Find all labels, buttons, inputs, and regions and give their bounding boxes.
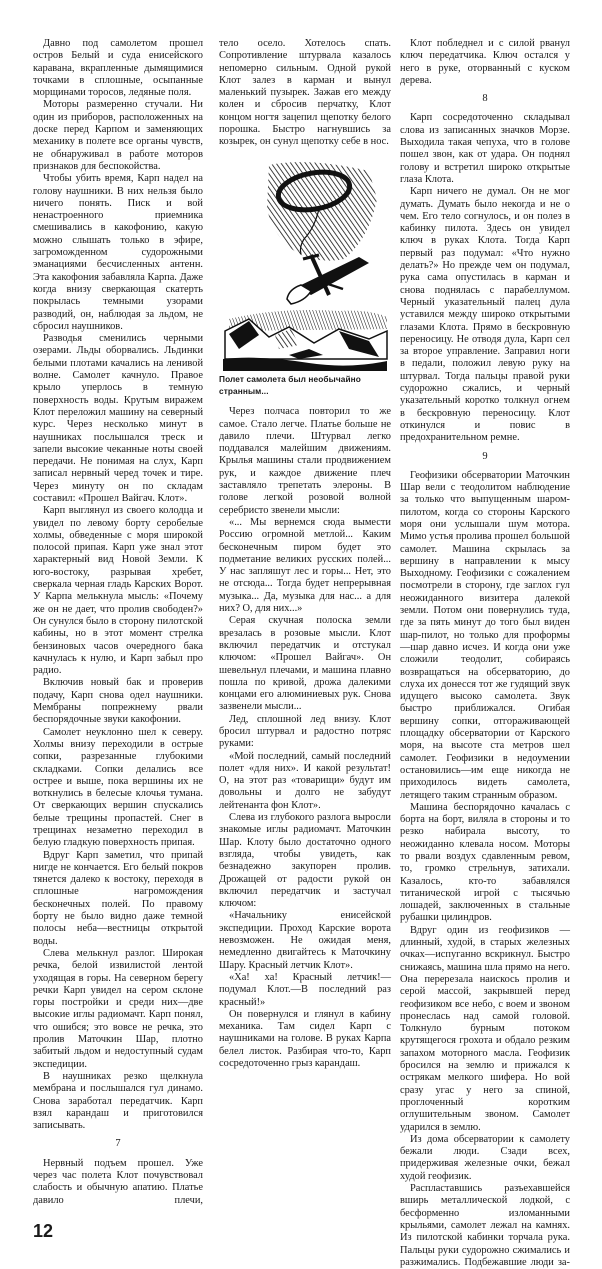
paragraph: «... Мы вернемся сюда вымести Россию огромной метлой... Каким бесконечным пиром будет это подметание великих русских полей... У нас запляшут лес и горы... Нет, это не отсюда... Тогда будет непрерывная музыка... Да, музыка для нас... а для них? О, для них...» (219, 516, 391, 615)
paragraph: «Мой последний, самый последний полет «для них». И какой результат! О, на этот раз «товарищи» будут им довольны и долго не забудут лейтенанта фон Клот». (219, 750, 391, 811)
paragraph: Давно под самолетом прошел остров Белый и суда енисейского каравана, вкрапленные дымящимися точками в сплошные, осыпанные морщинами торосов, ледяные поля. (33, 38, 203, 99)
paragraph: Из дома обсерватории к самолету бежали люди. Сзади всех, придерживая железные очки, бежал худой геофизик. (400, 1133, 570, 1182)
paragraph: Чтобы убить время, Карп надел на голову наушники. В них нельзя было ничего понять. Писк и вой ненастроенного приемника смешивались в какофонию, какую можно слышать только в эфире, загроможденном судорожными эманациями бесчисленных антенн. Эта какофония забавляла Карпа. Даже когда внизу сверкающая скатерть покрылась темными узорами разводий, он, наблюдая за льдом, не сбросил наушников. (33, 173, 203, 332)
text-column-1-body (33, 38, 203, 1207)
paragraph: Слева из глубокого разлога выросли знакомые иглы радиомачт. Маточкин Шар. Клоту было достаточно одного взгляда, чтобы увидеть, как безнадежно закупорен пролив. Дрожащей от радости рукой он включил передатчик и застучал ключом: (219, 812, 391, 910)
text-column-1 (33, 38, 203, 1241)
paragraph: Карп выглянул из своего колодца и увидел по левому борту серобелые холмы, обведенные с моря широкой полосой припая. Карп уже знал этот характерный вид Новой Земли. К юго-востоку, разрывая хребет, сверкала черная гладь Карских Ворот. У Карпа мелькнула мысль: «Почему же он не дает, что пролив свободен?» Он сунулся было в сторону пилотской кабины, но в этот момент стрелка бензиновых часов очередного бака качнулась к нулю, и Карп забыл про радио. (33, 505, 203, 677)
paragraph: «Ха! ха! Красный летчик!—подумал Клот.—В последний раз красный!» (219, 971, 391, 1008)
paragraph: Карп сосредоточенно складывал слова из записанных значков Морзе. Выходила такая чепуха, что в голове пошел звон, как от удара. Он поднял голову и встретил широко открытые глаза Клота. (400, 112, 570, 185)
illustration-caption: Полет самолета был необычайно странным... (219, 373, 361, 396)
paragraph: Нервный подъем прошел. Уже через час полета Клот почувствовал слабость и обычную апатию. Платье давило плечи, (33, 1157, 203, 1206)
mountains-drawing (223, 310, 387, 371)
section-number: 7 (115, 1138, 121, 1150)
paragraph: Самолет неуклонно шел к северу. Холмы внизу переходили в острые сопки, разрезанные глубокими складками. Сопки делались все острее и выше, пока вершины их не воткнулись в белесые клочья тумана. От сверкающих вершин спускались белые трещины пропастей. Снег в трещинах незаметно переходил в белую гладкую поверхность припая. (33, 726, 203, 849)
paragraph: Разводья сменились черными озерами. Льды оборвались. Льдинки белыми плотами качались на ленивой волне. Самолет качнуло. Правое крыло уперлось в темную поверхность воды. Крутым виражем Клот переложил машину на северный курс. Через несколько минут в наушниках послышался треск и запели высокие чеканные ноты своей передачи. Не понимая на слух, Карп записал нервный черед точек и тире. Через минуту он по складам составил: «Прошел Вайгач. Клот». (33, 333, 203, 504)
paragraph: тело осело. Хотелось спать. Сопротивление штурвала казалось непомерно сильным. Одной рукой Клот залез в карман и вынул маленький пузырек. Зажав его между колен и сбросив перчатку, Клот концом ногтя зацепил щепотку белого порошка. Быстро нагнувшись за козырек, он сунул щепотку себе в нос. (219, 38, 391, 148)
paragraph: Моторы размеренно стучали. Ни один из приборов, расположенных на доске перед Карпом и заменяющих механику в полете все органы чувств, не обнаруживал в работе моторов признаков для беспокойства. (33, 99, 203, 172)
paragraph: Вдруг Карп заметил, что припай нигде не кончается. Его белый покров тянется далеко к востоку, переходя в сплошные нагромождения бесконечных полей. По правому борту не было видно даже темной полосы неба—вестницы открытой воды. (33, 849, 203, 947)
plane-drawing (287, 255, 369, 304)
paragraph: Он повернулся и глянул в кабину механика. Там сидел Карп с наушниками на голове. В руках Карпа белел листок. Разбирая что-то, Карп сосредоточенно грыз карандаш. (219, 1008, 391, 1069)
section-number: 8 (482, 93, 488, 105)
page-number: 12 (33, 1220, 54, 1241)
paragraph: Слева мелькнул разлог. Широкая речка, белой извилистой лентой уходящая в горы. На северном берегу речки Карп увидел на сером склоне горы постройки и среди них—две высокие иглы радиомачт. Карп понял, что ошибся; это вовсе не речка, это пролив Маточкин Шар, плотно забитый льдом и недоступный судам экспедиции. (33, 947, 203, 1070)
paragraph: Машина беспорядочно качалась с борта на борт, виляла в стороны и то резко набирала высоту, то неожиданно клевала носом. Моторы то рвали воздух сдавленным ревом, то, громко стрельнув, затихали. Казалось, кто-то забавлялся титанической игрой с тысячью лошадей, заключенных в стальные рубашки цилиндров. (400, 801, 570, 924)
paragraph: «Начальнику енисейской экспедиции. Проход Карские ворота невозможен. Не ожидая меня, немедленно двигайтесь к Маточкину Шару. Красный летчик Клот». (219, 910, 391, 971)
paragraph: Серая скучная полоска земли врезалась в розовые мысли. Клот включил передатчик и отстукал ключом: «Прошел Вайгач». Он шевельнул плечами, и машина плавно пошла по кривой, дрожа далекими концами его алюминиевых рук. Снова зазвенели мысли... (219, 615, 391, 713)
sky-hatching (267, 162, 377, 261)
paragraph: Включив новый бак и проверив подачу, Карп снова одел наушники. Мембраны попрежнему рвали беспорядочные звуки какофонии. (33, 677, 203, 726)
paragraph: Через полчаса повторил то же самое. Стало легче. Платье больше не давило плечи. Штурвал легко поддавался малейшим движениям. Крылья машины стали продвижением рук, и каждое движение плеч заставляло трепетать элероны. В голове легкой розовой волной серебристо звенели мысли: (219, 406, 391, 516)
paragraph: Карп ничего не думал. Он не мог думать. Думать было некогда и не о чем. Его тело согнулось, и он полез в кабинку пилота. Здесь он увидел ключ в руках Клота. Тогда Карп первый раз подумал: «Что нужно делать?» Но прежде чем он подумал, рука сама опустилась в карман и снова поднялась с парабеллумом. Черный указательный палец дула уставился между широко открытыми глазами Клота. Прямо в бескровную переносицу. Не отводя дула, Карп сел за второе управление. Заправил ноги в педали, положил левую руку на штурвал. Тогда пальцы правой руки судорожно сжались, и черный указательный коротко толкнул огнем в бескровную переносицу. Клот откинулся и повис в предохранительном ремне. (400, 186, 570, 444)
paragraph: Вдруг один из геофизиков — длинный, худой, в старых железных очках—испуганно вскрикнул. Быстро снижаясь, машина шла прямо на него. Она перерезала наискось пролив и серой массой, закрывшей перед геофизиком все небо, с воем и звоном пронеслась над самой головой. Толкнуло бурным потоком крутящегося грохота и обдало резким запахом моторного масла. Геофизик бросился на землю и прижался к острякам мелкого шифера. Но вой сразу угас у него за спиной, проглоченный коротким оглушительным звоном. Самолет ударился в землю. (400, 924, 570, 1133)
text-column-2 (219, 38, 391, 1070)
paragraph: В наушниках резко щелкнула мембрана и послышался гул динамо. Снова заработал передатчик. Карп взял карандаш и приготовился записывать. (33, 1070, 203, 1132)
paragraph: Распластавшись разъехавшейся вширь металлической лодкой, с бесформенно изломанными крыльями, самолет лежал на камнях. Из пилотской кабинки торчала рука. Пальцы руки судорожно сжимались и разжимались. Подбежавшие люди за- (400, 1183, 570, 1268)
paragraph: Геофизики обсерватории Маточкин Шар вели с теодолитом наблюдение за только что выпущенным шаром-пилотом, когда со стороны Карского моря они услышали шум мотора. Мимо устья пролива прошел большой самолет. Машина скрылась за вершину в направлении к мысу Выходному. Геофизики с сожалением посмотрели в сторону, где заглох гул неожиданного визитера далекой земли. Потом они повернулись туда, где за пять минут до того был виден шар-пилот, но только для проформы—шар давно исчез. И когда они уже сложили теодолит, собираясь возвращаться на обсерваторию, до слуха их донесся тот же гудящий звук идущего высоко самолета. Звук быстро приближался. Огибая вершину сопки, отгораживающей площадку обсерватории от Карского моря, на высоте ста метров шел самолет. Геофизики в недоумении остановились—им еще никогда не приходилось видеть самолета, летящего таким странным образом. (400, 469, 570, 801)
illustration-plane-over-mountains (219, 159, 391, 371)
text-column-3 (400, 38, 570, 1269)
section-number: 9 (482, 450, 488, 462)
paragraph: Клот побледнел и с силой рванул ключ передатчика. Ключ остался у него в руке, оторванный с куском дерева. (400, 38, 570, 86)
paragraph: Лед, сплошной лед внизу. Клот бросил штурвал и радостно потряс руками: (219, 713, 391, 750)
